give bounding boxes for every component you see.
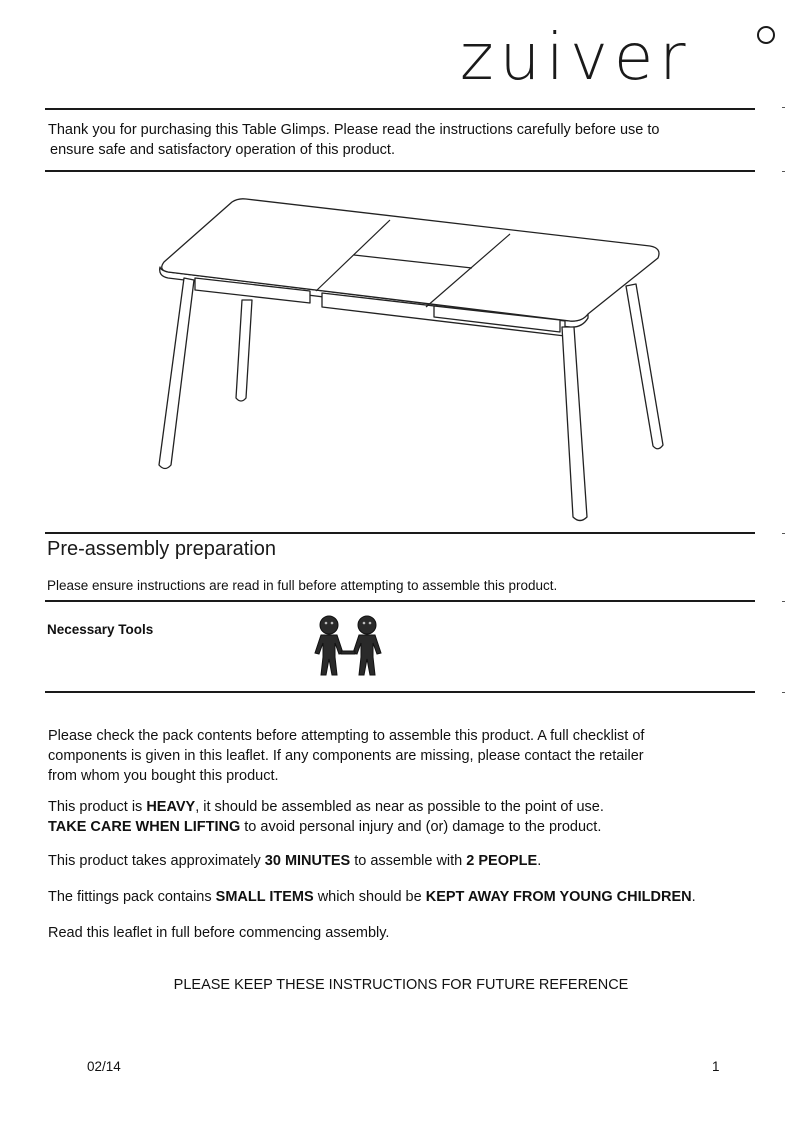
section-title: Pre-assembly preparation <box>47 538 276 560</box>
table-leg-back-right <box>626 284 663 449</box>
heavy-emphasis: HEAVY <box>146 799 196 815</box>
heavy-line-2: TAKE CARE WHEN LIFTING to avoid personal injury and (or) damage to the product. <box>48 819 602 835</box>
small-items-emphasis: SMALL ITEMS <box>215 889 314 905</box>
margin-tick <box>782 107 785 108</box>
divider-top <box>45 108 755 110</box>
heavy-paragraph <box>48 797 778 837</box>
people-emphasis: 2 PEOPLE <box>466 853 538 869</box>
divider-illustration <box>45 532 755 534</box>
intro-line-1: Thank you for purchasing this Table Glimps. Please read the instructions carefully before use to <box>48 122 660 138</box>
lifting-emphasis: TAKE CARE WHEN LIFTING <box>48 819 241 835</box>
read-leaflet-paragraph: Read this leaflet in full before commencing assembly. <box>48 925 390 941</box>
page-number: 1 <box>712 1059 720 1074</box>
divider-tools <box>45 691 755 693</box>
margin-tick <box>782 601 785 602</box>
pack-check-line-2: components is given in this leaflet. If any components are missing, please contact the retailer <box>48 748 644 764</box>
two-people-icon <box>307 613 389 677</box>
margin-tick <box>782 692 785 693</box>
table-leg-back-left <box>236 300 252 401</box>
pack-check-line-3: from whom you bought this product. <box>48 768 279 784</box>
logo-ring-icon <box>757 26 775 44</box>
fittings-paragraph: The fittings pack contains SMALL ITEMS which should be KEPT AWAY FROM YOUNG CHILDREN. <box>48 889 696 905</box>
intro-text <box>48 120 758 160</box>
heavy-line-1: This product is HEAVY, it should be assembled as near as possible to the point of use. <box>48 799 604 815</box>
pack-check-paragraph <box>48 726 778 786</box>
extendable-table-icon <box>150 190 670 530</box>
margin-tick <box>782 533 785 534</box>
divider-intro <box>45 170 755 172</box>
margin-tick <box>782 171 785 172</box>
children-warning-emphasis: KEPT AWAY FROM YOUNG CHILDREN <box>425 889 692 905</box>
table-leg-front-left <box>159 278 194 469</box>
keep-instructions-note: PLEASE KEEP THESE INSTRUCTIONS FOR FUTURE REFERENCE <box>173 977 629 993</box>
tools-label: Necessary Tools <box>47 622 154 637</box>
pack-check-line-1: Please check the pack contents before attempting to assemble this product. A full checklist of <box>48 728 645 744</box>
time-paragraph: This product takes approximately 30 MINUTES to assemble with 2 PEOPLE. <box>48 853 542 869</box>
footer-date: 02/14 <box>87 1059 121 1074</box>
intro-line-2: ensure safe and satisfactory operation of this product. <box>50 142 395 158</box>
preassembly-note: Please ensure instructions are read in full before attempting to assemble this product. <box>47 578 558 593</box>
brand-logo: zuiver <box>460 21 692 95</box>
divider-preassembly <box>45 600 755 602</box>
table-leg-front-right <box>562 327 587 521</box>
time-emphasis: 30 MINUTES <box>264 853 351 869</box>
